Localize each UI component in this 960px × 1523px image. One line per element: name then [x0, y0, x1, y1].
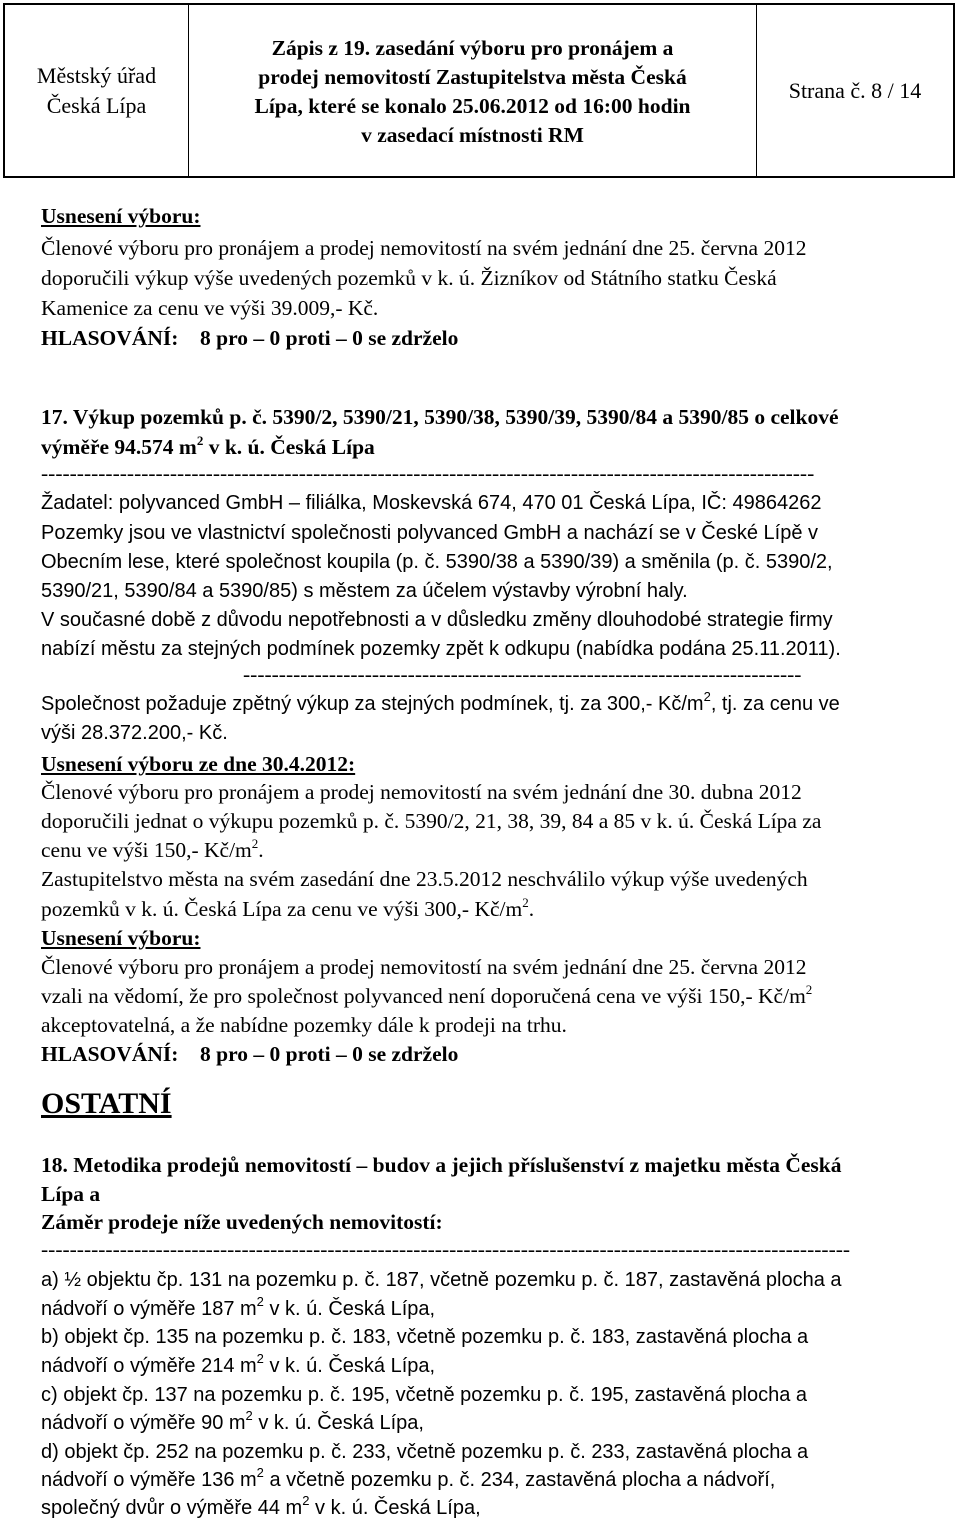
separator-line: ------------------------------------------------------------------------------------------------------------: [41, 461, 815, 485]
document-title-line-1: Zápis z 19. zasedání výboru pro pronájem a: [271, 35, 674, 60]
body-line: vzali na vědomí, že pro společnost polyvanced není doporučená cena ve výši 150,- $Kč/m^2$: [41, 981, 813, 1008]
resolution-heading: Usnesení výboru:: [41, 926, 201, 950]
body-line: V současné době z důvodu nepotřebnosti a v důsledku změny dlouhodobé strategie firmy: [41, 609, 833, 631]
item-18-subtitle: Záměr prodeje níže uvedených nemovitostí:: [41, 1210, 443, 1234]
body-line: Společnost požaduje zpětný výkup za stejných podmínek, tj. za 300,- $Kč/m^2$, tj. za cenu ve: [41, 689, 840, 715]
item-18-title-cont: Lípa a: [41, 1182, 101, 1206]
list-item-cont: nádvoří o výměře 187 $m^2$ v k. ú. Česká Lípa,: [41, 1294, 436, 1320]
item-17-title-cont: výměře 94.574 $m^2$ v k. ú. Česká Lípa: [41, 432, 375, 459]
resolution-heading: Usnesení výboru:: [41, 204, 201, 228]
vote-result: 8 pro – 0 proti – 0 se zdrželo: [200, 326, 459, 350]
list-item-cont: společný dvůr o výměře 44 $m^2$ v k. ú. Česká Lípa,: [41, 1493, 481, 1519]
office-cell: [5, 5, 189, 176]
vote-line: [41, 324, 459, 353]
section-heading-ostatni: OSTATNÍ: [41, 1087, 172, 1120]
vote-label: HLASOVÁNÍ:: [41, 326, 179, 350]
list-item-cont: nádvoří o výměře 214 $m^2$ v k. ú. Česká Lípa,: [41, 1351, 436, 1377]
item-18-title: 18. Metodika prodejů nemovitostí – budov a jejich příslušenství z majetku města Česká: [41, 1153, 842, 1177]
document-title-line-4: v zasedací místnosti RM: [361, 122, 584, 147]
body-line: 5390/21, 5390/84 a 5390/85) s městem za účelem výstavby výrobní haly.: [41, 580, 688, 602]
list-item: d) objekt čp. 252 na pozemku p. č. 233, včetně pozemku p. č. 233, zastavěná plocha a: [41, 1441, 809, 1463]
vote-result: 8 pro – 0 proti – 0 se zdrželo: [200, 1042, 459, 1066]
separator-line: -----------------------------------------------------------------------------------------------------------------: [41, 1237, 851, 1261]
body-line: Žadatel: polyvanced GmbH – filiálka, Moskevská 674, 470 01 Česká Lípa, IČ: 49864262: [41, 492, 822, 514]
page-number: Strana č. 8 / 14: [788, 77, 922, 103]
body-line: Členové výboru pro pronájem a prodej nemovitostí na svém jednání dne 25. června 2012: [41, 955, 807, 979]
vote-line: [41, 1040, 459, 1069]
office-city: Česká Lípa: [46, 92, 147, 118]
body-line: Kamenice za cenu ve výši 39.009,- Kč.: [41, 296, 379, 320]
body-line: pozemků v k. ú. Česká Lípa za cenu ve výši 300,- $Kč/m^2$.: [41, 894, 535, 921]
body-line: Zastupitelstvo města na svém zasedání dne 23.5.2012 neschválilo výkup výše uvedených: [41, 867, 808, 891]
list-item: b) objekt čp. 135 na pozemku p. č. 183, včetně pozemku p. č. 183, zastavěná plocha a: [41, 1326, 809, 1348]
list-item: c) objekt čp. 137 na pozemku p. č. 195, včetně pozemku p. č. 195, zastavěná plocha a: [41, 1384, 808, 1406]
body-line: Pozemky jsou ve vlastnictví společnosti polyvanced GmbH a nachází se v České Lípě v: [41, 522, 819, 544]
list-item: a) ½ objektu čp. 131 na pozemku p. č. 187, včetně pozemku p. č. 187, zastavěná plocha a: [41, 1269, 842, 1291]
document-title-cell: [189, 5, 757, 176]
office-name: Městský úřad: [36, 62, 157, 88]
page-header: [3, 3, 955, 178]
body-line: nabízí městu za stejných podmínek pozemky zpět k odkupu (nabídka podána 25.11.2011).: [41, 638, 841, 660]
body-line: doporučili jednat o výkupu pozemků p. č. 5390/2, 21, 38, 39, 84 a 85 v k. ú. Česká Lípa za: [41, 809, 822, 833]
vote-label: HLASOVÁNÍ:: [41, 1042, 179, 1066]
page-number-cell: [757, 5, 953, 176]
list-item-cont: nádvoří o výměře 136 $m^2$ a včetně pozemku p. č. 234, zastavěná plocha a nádvoří,: [41, 1465, 776, 1491]
separator-line: ------------------------------------------------------------------------------: [243, 662, 802, 686]
list-item-cont: nádvoří o výměře 90 $m^2$ v k. ú. Česká Lípa,: [41, 1408, 424, 1434]
body-line: Obecním lese, které společnost koupila (p. č. 5390/38 a 5390/39) a směnila (p. č. 5390/2,: [41, 551, 833, 573]
body-line: výši 28.372.200,- Kč.: [41, 722, 228, 744]
body-line: akceptovatelná, a že nabídne pozemky dále k prodeji na trhu.: [41, 1013, 567, 1037]
body-line: cenu ve výši 150,- $Kč/m^2$.: [41, 835, 264, 862]
body-line: Členové výboru pro pronájem a prodej nemovitostí na svém jednání dne 25. června 2012: [41, 236, 807, 260]
resolution-heading: Usnesení výboru ze dne 30.4.2012:: [41, 752, 356, 776]
body-line: Členové výboru pro pronájem a prodej nemovitostí na svém jednání dne 30. dubna 2012: [41, 780, 802, 804]
document-title-line-2: prodej nemovitostí Zastupitelstva města Česká: [258, 64, 687, 89]
document-title-line-3: Lípa, které se konalo 25.06.2012 od 16:00 hodin: [254, 93, 691, 118]
body-line: doporučili výkup výše uvedených pozemků v k. ú. Žizníkov od Státního statku Česká: [41, 266, 777, 290]
item-17-title: 17. Výkup pozemků p. č. 5390/2, 5390/21, 5390/38, 5390/39, 5390/84 a 5390/85 o celkové: [41, 405, 839, 429]
